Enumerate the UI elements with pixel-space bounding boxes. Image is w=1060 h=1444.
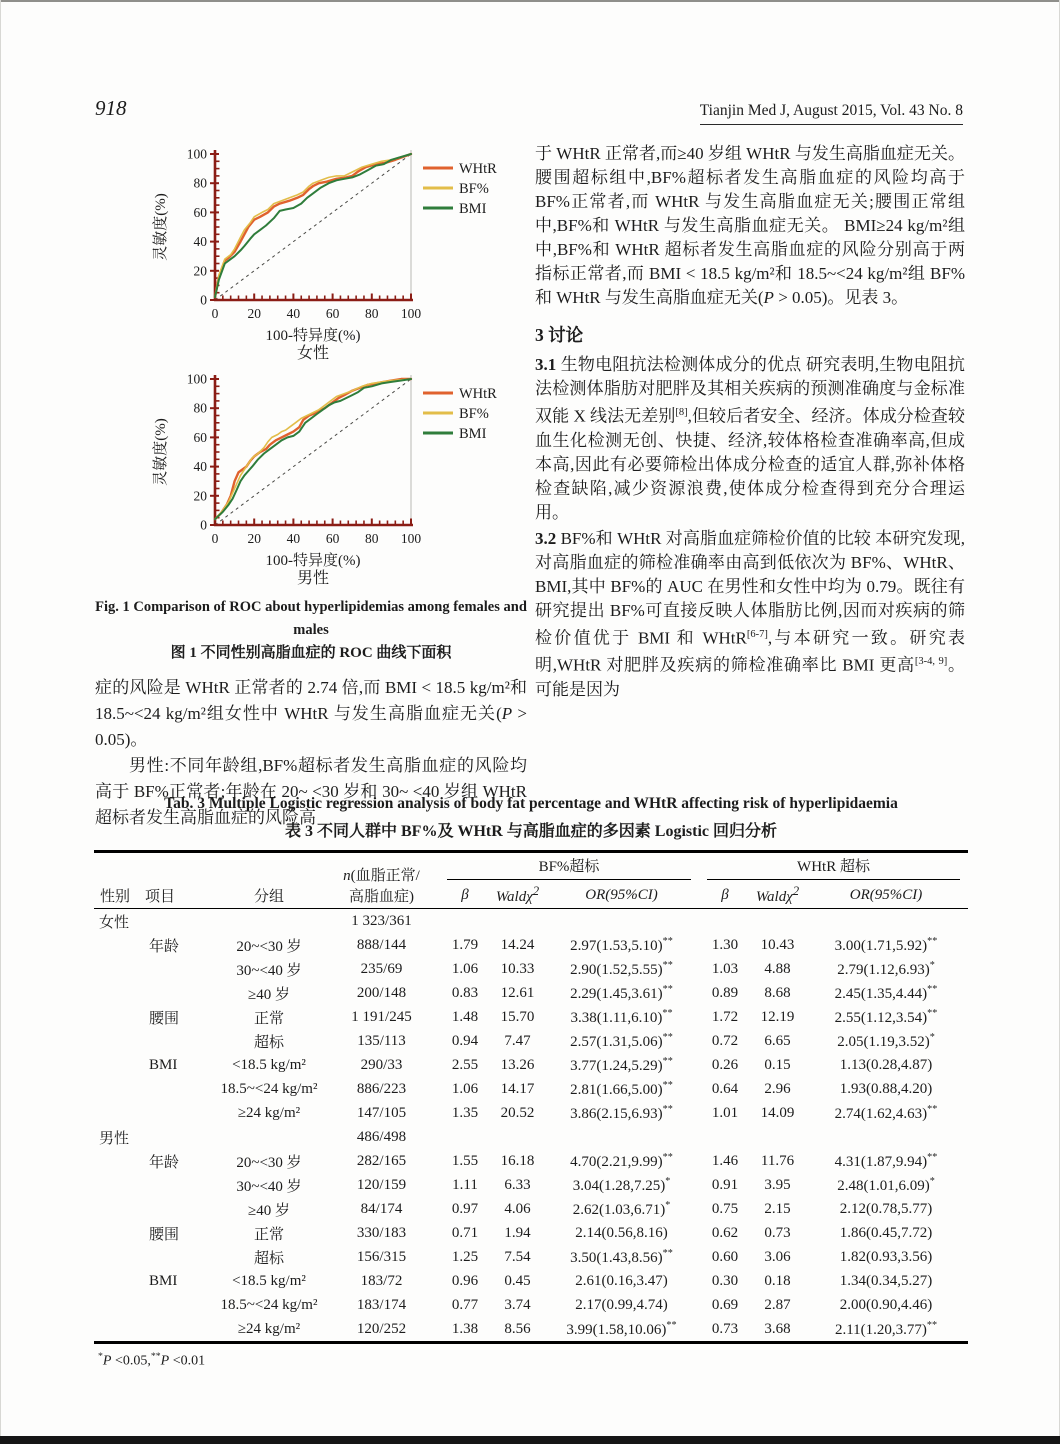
header-bf-group: BF%超标 xyxy=(439,852,699,883)
figure-caption-zh: 图 1 不同性别高脂血症的 ROC 曲线下面积 xyxy=(170,645,452,661)
figure-caption-en: Fig. 1 Comparison of ROC about hyperlipidemias among females and males xyxy=(95,599,527,638)
svg-text:100: 100 xyxy=(400,306,422,321)
svg-text:60: 60 xyxy=(325,531,340,546)
svg-text:BMI: BMI xyxy=(459,426,487,442)
header-beta-bf: β xyxy=(461,886,469,903)
svg-text:20: 20 xyxy=(247,531,261,546)
table-row: 年龄 20~<30 岁 888/144 1.79 14.24 2.97(1.53,5.10)** 1.30 10.43 3.00(1.71,5.92)** xyxy=(149,935,938,955)
discussion-heading: 3 讨论 xyxy=(535,325,584,345)
svg-text:100: 100 xyxy=(186,371,207,387)
svg-text:100: 100 xyxy=(186,146,207,162)
svg-text:60: 60 xyxy=(325,306,340,321)
header-group: 分组 xyxy=(253,889,284,905)
table-row: 腰围 正常 330/183 0.71 1.94 2.14(0.56,8.16) 0.62 0.73 1.86(0.45,7.72) xyxy=(149,1224,933,1243)
left-column xyxy=(95,140,527,831)
left-paragraph-2: 男性:不同年龄组,BF%超标者发生高脂血症的风险均高于 BF%正常者;年龄在 20~ <30 岁和 30~ <40 岁组 WHtR 超标者发生高脂血症的风险高 xyxy=(95,756,527,827)
svg-text:20: 20 xyxy=(193,488,207,504)
header-n-line2: 高脂血症) xyxy=(349,889,414,905)
header-item: 项目 xyxy=(145,889,176,905)
svg-text:100-特异度(%): 100-特异度(%) xyxy=(265,553,361,569)
header-or-whtr: OR(95%CI) xyxy=(849,886,923,903)
scan-left-edge xyxy=(0,0,1,1444)
right-column xyxy=(535,142,965,704)
table-header xyxy=(94,852,968,909)
table-row: 30~<40 岁 235/69 1.06 10.33 2.90(1.52,5.55)** 1.03 4.88 2.79(1.12,6.93)* xyxy=(236,959,935,979)
roc-chart-female xyxy=(147,140,527,365)
svg-text:男性: 男性 xyxy=(296,570,330,585)
logistic-regression-table xyxy=(94,850,968,1344)
svg-text:灵敏度(%): 灵敏度(%) xyxy=(153,193,169,261)
table-row: ≥40 岁 84/174 0.97 4.06 2.62(1.03,6.71)* 0.75 2.15 2.12(0.78,5.77) xyxy=(248,1199,933,1219)
section-3-1: 3.1 生物电阻抗法检测体成分的优点 研究表明,生物电阻抗法检测体脂肪对肥胖及其相关疾病的预测准确度与金标准双能 X 线法无差别[8],但较后者安全、经济。体成分检查较血生化检测无创、快捷、经济,较体格检查准确率高,但成本高,因此有必要筛检出体成分检查的适宜人群,弥补体格检查缺陷,减少资源浪费,使体成分检查得到充分合理运用。 xyxy=(535,355,966,522)
table-title-zh: 表 3 不同人群中 BF%及 WHtR 与高脂血症的多因素 Logistic 回归分析 xyxy=(285,823,777,840)
table-row: 30~<40 岁 120/159 1.11 6.33 3.04(1.28,7.25)* 0.91 3.95 2.48(1.01,6.09)* xyxy=(236,1175,935,1195)
table-section xyxy=(94,795,968,1370)
svg-text:20: 20 xyxy=(193,263,207,279)
table-row: 女性 1 323/361 xyxy=(99,912,412,931)
right-paragraph-1: 于 WHtR 正常者,而≥40 岁组 WHtR 与发生高脂血症无关。腰围超标组中,BF%超标者发生高脂血症的风险均高于 BF%正常者,而 WHtR 与发生高脂血症无关;腰围正常组中,BF%和 WHtR 与发生高脂血症无关。 BMI≥24 kg/m²组中,BF%和 WHtR 超标者发生高脂血症的风险分别高于两指标正常者,而 BMI < 18.5 kg/m²和 18.5~<24 kg/m²组 BF%和 WHtR 与发生高脂血症无关(P > 0.05)。见表 3。 xyxy=(535,144,965,307)
table-row: 年龄 20~<30 岁 282/165 1.55 16.18 4.70(2.21,9.99)** 1.46 11.76 4.31(1.87,9.94)** xyxy=(149,1151,938,1171)
table-row: 超标 135/113 0.94 7.47 2.57(1.31,5.06)** 0.72 6.65 2.05(1.19,3.52)* xyxy=(253,1031,935,1051)
page-number: 918 xyxy=(95,96,127,120)
scan-bottom-edge xyxy=(0,1436,1060,1444)
scan-top-edge xyxy=(0,0,1060,2)
svg-text:0: 0 xyxy=(211,306,219,321)
svg-text:20: 20 xyxy=(247,306,261,321)
table-row: 腰围 正常 1 191/245 1.48 15.70 3.38(1.11,6.10)** 1.72 12.19 2.55(1.12,3.54)** xyxy=(149,1007,938,1027)
table-row: 18.5~<24 kg/m² 886/223 1.06 14.17 2.81(1.66,5.00)** 0.64 2.96 1.93(0.88,4.20) xyxy=(220,1079,933,1098)
svg-text:0: 0 xyxy=(200,517,207,533)
svg-text:100-特异度(%): 100-特异度(%) xyxy=(265,328,361,344)
svg-text:80: 80 xyxy=(193,175,207,191)
svg-text:40: 40 xyxy=(286,306,301,321)
header-beta-whtr: β xyxy=(721,886,729,903)
journal-reference: Tianjin Med J, August 2015, Vol. 43 No. 8 xyxy=(700,102,963,125)
header-wald-whtr: Waldχ$^2$ xyxy=(755,884,800,905)
svg-text:40: 40 xyxy=(193,234,207,250)
svg-text:女性: 女性 xyxy=(296,345,330,360)
svg-text:WHtR: WHtR xyxy=(459,161,497,177)
header-or-bf: OR(95%CI) xyxy=(585,886,658,903)
svg-text:40: 40 xyxy=(193,459,207,475)
svg-text:80: 80 xyxy=(365,531,379,546)
left-paragraph-1: 症的风险是 WHtR 正常者的 2.74 倍,而 BMI < 18.5 kg/m²和 18.5~<24 kg/m²组女性中 WHtR 与发生高脂血症无关(P > 0.05)。 xyxy=(95,678,527,749)
figure-caption xyxy=(95,596,527,665)
table-row: ≥24 kg/m² 120/252 1.38 8.56 3.99(1.58,10.06)** 0.73 3.68 2.11(1.20,3.77)** xyxy=(237,1319,938,1338)
table-row: 超标 156/315 1.25 7.54 3.50(1.43,8.56)** 0.60 3.06 1.82(0.93,3.56) xyxy=(253,1247,933,1267)
header-wald-bf: Waldχ$^2$ xyxy=(495,884,540,905)
table-row: ≥40 岁 200/148 0.83 12.61 2.29(1.45,3.61)** 0.89 8.68 2.45(1.35,4.44)** xyxy=(248,983,938,1003)
table-row: 18.5~<24 kg/m² 183/174 0.77 3.74 2.17(0.99,4.74) 0.69 2.87 2.00(0.90,4.46) xyxy=(220,1296,933,1313)
section-3-2: 3.2 BF%和 WHtR 对高脂血症筛检价值的比较 本研究发现,对高脂血症的筛检准确率由高到低依次为 BF%、WHtR、BMI,其中 BF%的 AUC 在男性和女性中均为 0.79。既往有研究提出 BF%可直接反映人体脂肪比例,因而对疾病的筛检价值优于 BMI 和 WHtR[6-7],与本研究一致。研究表明,WHtR 对肥胖及疾病的筛检准确率比 BMI 更高[3-4, 9]。可能是因为 xyxy=(535,528,966,699)
svg-text:60: 60 xyxy=(193,429,207,445)
table-row: BMI <18.5 kg/m² 183/72 0.96 0.45 2.61(0.16,3.47) 0.30 0.18 1.34(0.34,5.27) xyxy=(149,1272,933,1289)
svg-text:0: 0 xyxy=(200,292,207,308)
svg-text:WHtR: WHtR xyxy=(459,386,497,402)
table-row: ≥24 kg/m² 147/105 1.35 20.52 3.86(2.15,6.93)** 1.01 14.09 2.74(1.62,4.63)** xyxy=(237,1103,938,1122)
svg-text:BF%: BF% xyxy=(459,406,489,422)
header-whtr-group: WHtR 超标 xyxy=(699,852,968,883)
svg-text:0: 0 xyxy=(211,531,219,546)
svg-text:80: 80 xyxy=(365,306,379,321)
table-title-en: Tab. 3 Multiple Logistic regression analysis of body fat percentage and WHtR affecting risk of hyperlipidaemia xyxy=(164,795,898,812)
svg-text:BMI: BMI xyxy=(459,201,487,217)
header-gender: 性别 xyxy=(100,889,131,905)
table-row: 男性 486/498 xyxy=(99,1128,407,1147)
svg-text:BF%: BF% xyxy=(459,181,489,197)
header-n-line1: n(血脂正常/ xyxy=(343,868,420,884)
svg-text:100: 100 xyxy=(400,531,422,546)
roc-chart-male xyxy=(147,365,527,590)
svg-text:40: 40 xyxy=(286,531,301,546)
svg-text:60: 60 xyxy=(193,204,207,220)
table-body xyxy=(94,909,968,1343)
svg-text:80: 80 xyxy=(193,400,207,416)
table-footnote: *P <0.05,**P <0.01 xyxy=(98,1351,206,1369)
header-n xyxy=(324,852,439,909)
table-row: BMI <18.5 kg/m² 290/33 2.55 13.26 3.77(1.24,5.29)** 0.26 0.15 1.13(0.28,4.87) xyxy=(149,1055,933,1074)
svg-text:灵敏度(%): 灵敏度(%) xyxy=(153,418,169,486)
